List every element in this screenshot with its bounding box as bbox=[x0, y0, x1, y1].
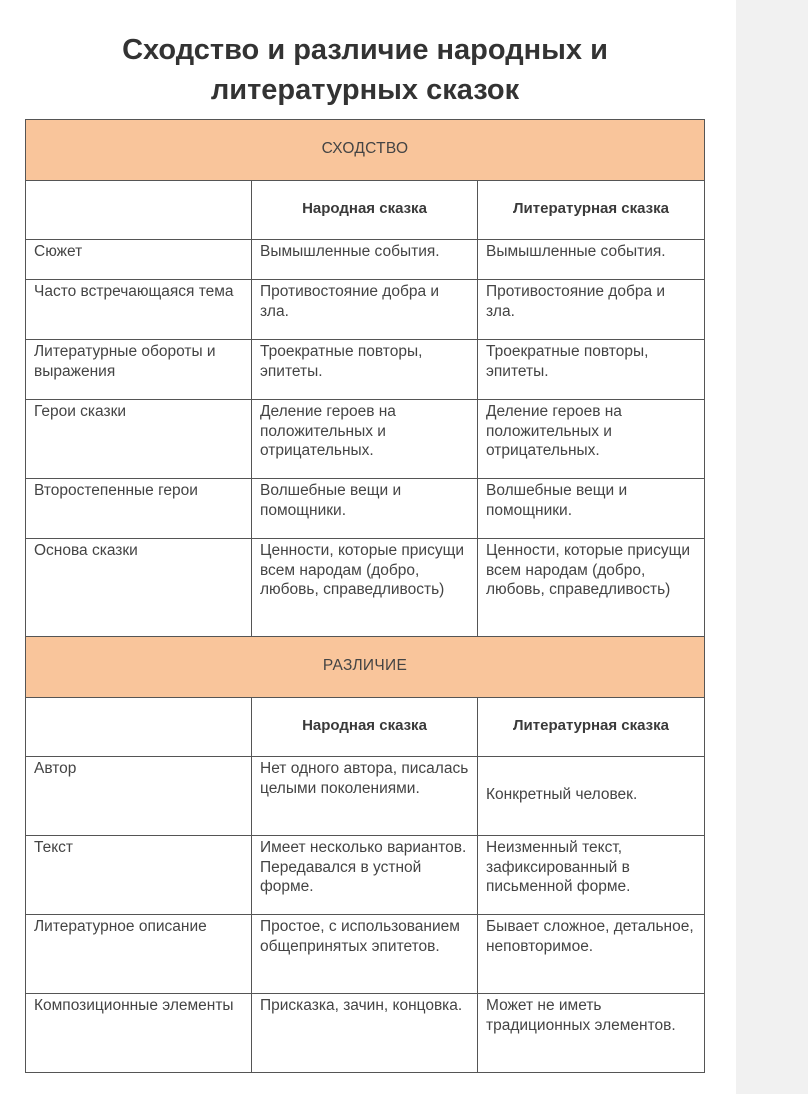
header-cell-literary: Литературная сказка bbox=[478, 181, 705, 240]
comparison-table bbox=[25, 119, 705, 1073]
table-row bbox=[26, 340, 705, 400]
table-row bbox=[26, 915, 705, 994]
table-row bbox=[26, 280, 705, 340]
folk-cell: Деление героев на положительных и отрицательных. bbox=[252, 400, 478, 479]
aspect-cell: Литературное описание bbox=[26, 915, 252, 994]
table-row bbox=[26, 539, 705, 637]
literary-cell: Троекратные повторы, эпитеты. bbox=[478, 340, 705, 400]
section-row-similarity bbox=[26, 120, 705, 181]
literary-cell: Неизменный текст, зафиксированный в письменной форме. bbox=[478, 836, 705, 915]
literary-cell: Противостояние добра и зла. bbox=[478, 280, 705, 340]
folk-cell: Присказка, зачин, концовка. bbox=[252, 994, 478, 1073]
table-row bbox=[26, 400, 705, 479]
literary-cell: Ценности, которые присущи всем народам (добро, любовь, справедливость) bbox=[478, 539, 705, 637]
section-label-difference: РАЗЛИЧИЕ bbox=[26, 637, 705, 698]
aspect-cell: Автор bbox=[26, 757, 252, 836]
aspect-cell: Композиционные элементы bbox=[26, 994, 252, 1073]
header-cell-empty bbox=[26, 698, 252, 757]
aspect-cell: Основа сказки bbox=[26, 539, 252, 637]
header-row-difference bbox=[26, 698, 705, 757]
folk-cell: Троекратные повторы, эпитеты. bbox=[252, 340, 478, 400]
page-title-line-1: Сходство и различие народных и bbox=[122, 34, 608, 66]
folk-cell: Имеет несколько вариантов. Передавался в устной форме. bbox=[252, 836, 478, 915]
table-row bbox=[26, 240, 705, 280]
aspect-cell: Сюжет bbox=[26, 240, 252, 280]
folk-cell: Простое, с использованием общепринятых эпитетов. bbox=[252, 915, 478, 994]
folk-cell: Ценности, которые присущи всем народам (добро, любовь, справедливость) bbox=[252, 539, 478, 637]
literary-cell: Может не иметь традиционных элементов. bbox=[478, 994, 705, 1073]
aspect-cell: Часто встречающаяся тема bbox=[26, 280, 252, 340]
folk-cell: Противостояние добра и зла. bbox=[252, 280, 478, 340]
page-title bbox=[30, 30, 700, 110]
literary-cell: Бывает сложное, детальное, неповторимое. bbox=[478, 915, 705, 994]
table-row bbox=[26, 994, 705, 1073]
folk-cell: Нет одного автора, писалась целыми поколениями. bbox=[252, 757, 478, 836]
header-cell-folk: Народная сказка bbox=[252, 698, 478, 757]
table-row bbox=[26, 836, 705, 915]
page-title-line-2: литературных сказок bbox=[210, 74, 520, 106]
header-cell-empty bbox=[26, 181, 252, 240]
aspect-cell: Второстепенные герои bbox=[26, 479, 252, 539]
table-row bbox=[26, 479, 705, 539]
header-row-similarity bbox=[26, 181, 705, 240]
header-cell-folk: Народная сказка bbox=[252, 181, 478, 240]
folk-cell: Вымышленные события. bbox=[252, 240, 478, 280]
aspect-cell: Литературные обороты и выражения bbox=[26, 340, 252, 400]
aspect-cell: Герои сказки bbox=[26, 400, 252, 479]
section-row-difference bbox=[26, 637, 705, 698]
side-margin-strip bbox=[736, 0, 808, 1094]
literary-cell: Конкретный человек. bbox=[478, 757, 705, 836]
literary-cell: Вымышленные события. bbox=[478, 240, 705, 280]
literary-cell: Волшебные вещи и помощники. bbox=[478, 479, 705, 539]
table-row bbox=[26, 757, 705, 836]
literary-cell: Деление героев на положительных и отрицательных. bbox=[478, 400, 705, 479]
header-cell-literary: Литературная сказка bbox=[478, 698, 705, 757]
folk-cell: Волшебные вещи и помощники. bbox=[252, 479, 478, 539]
aspect-cell: Текст bbox=[26, 836, 252, 915]
section-label-similarity: СХОДСТВО bbox=[26, 120, 705, 181]
